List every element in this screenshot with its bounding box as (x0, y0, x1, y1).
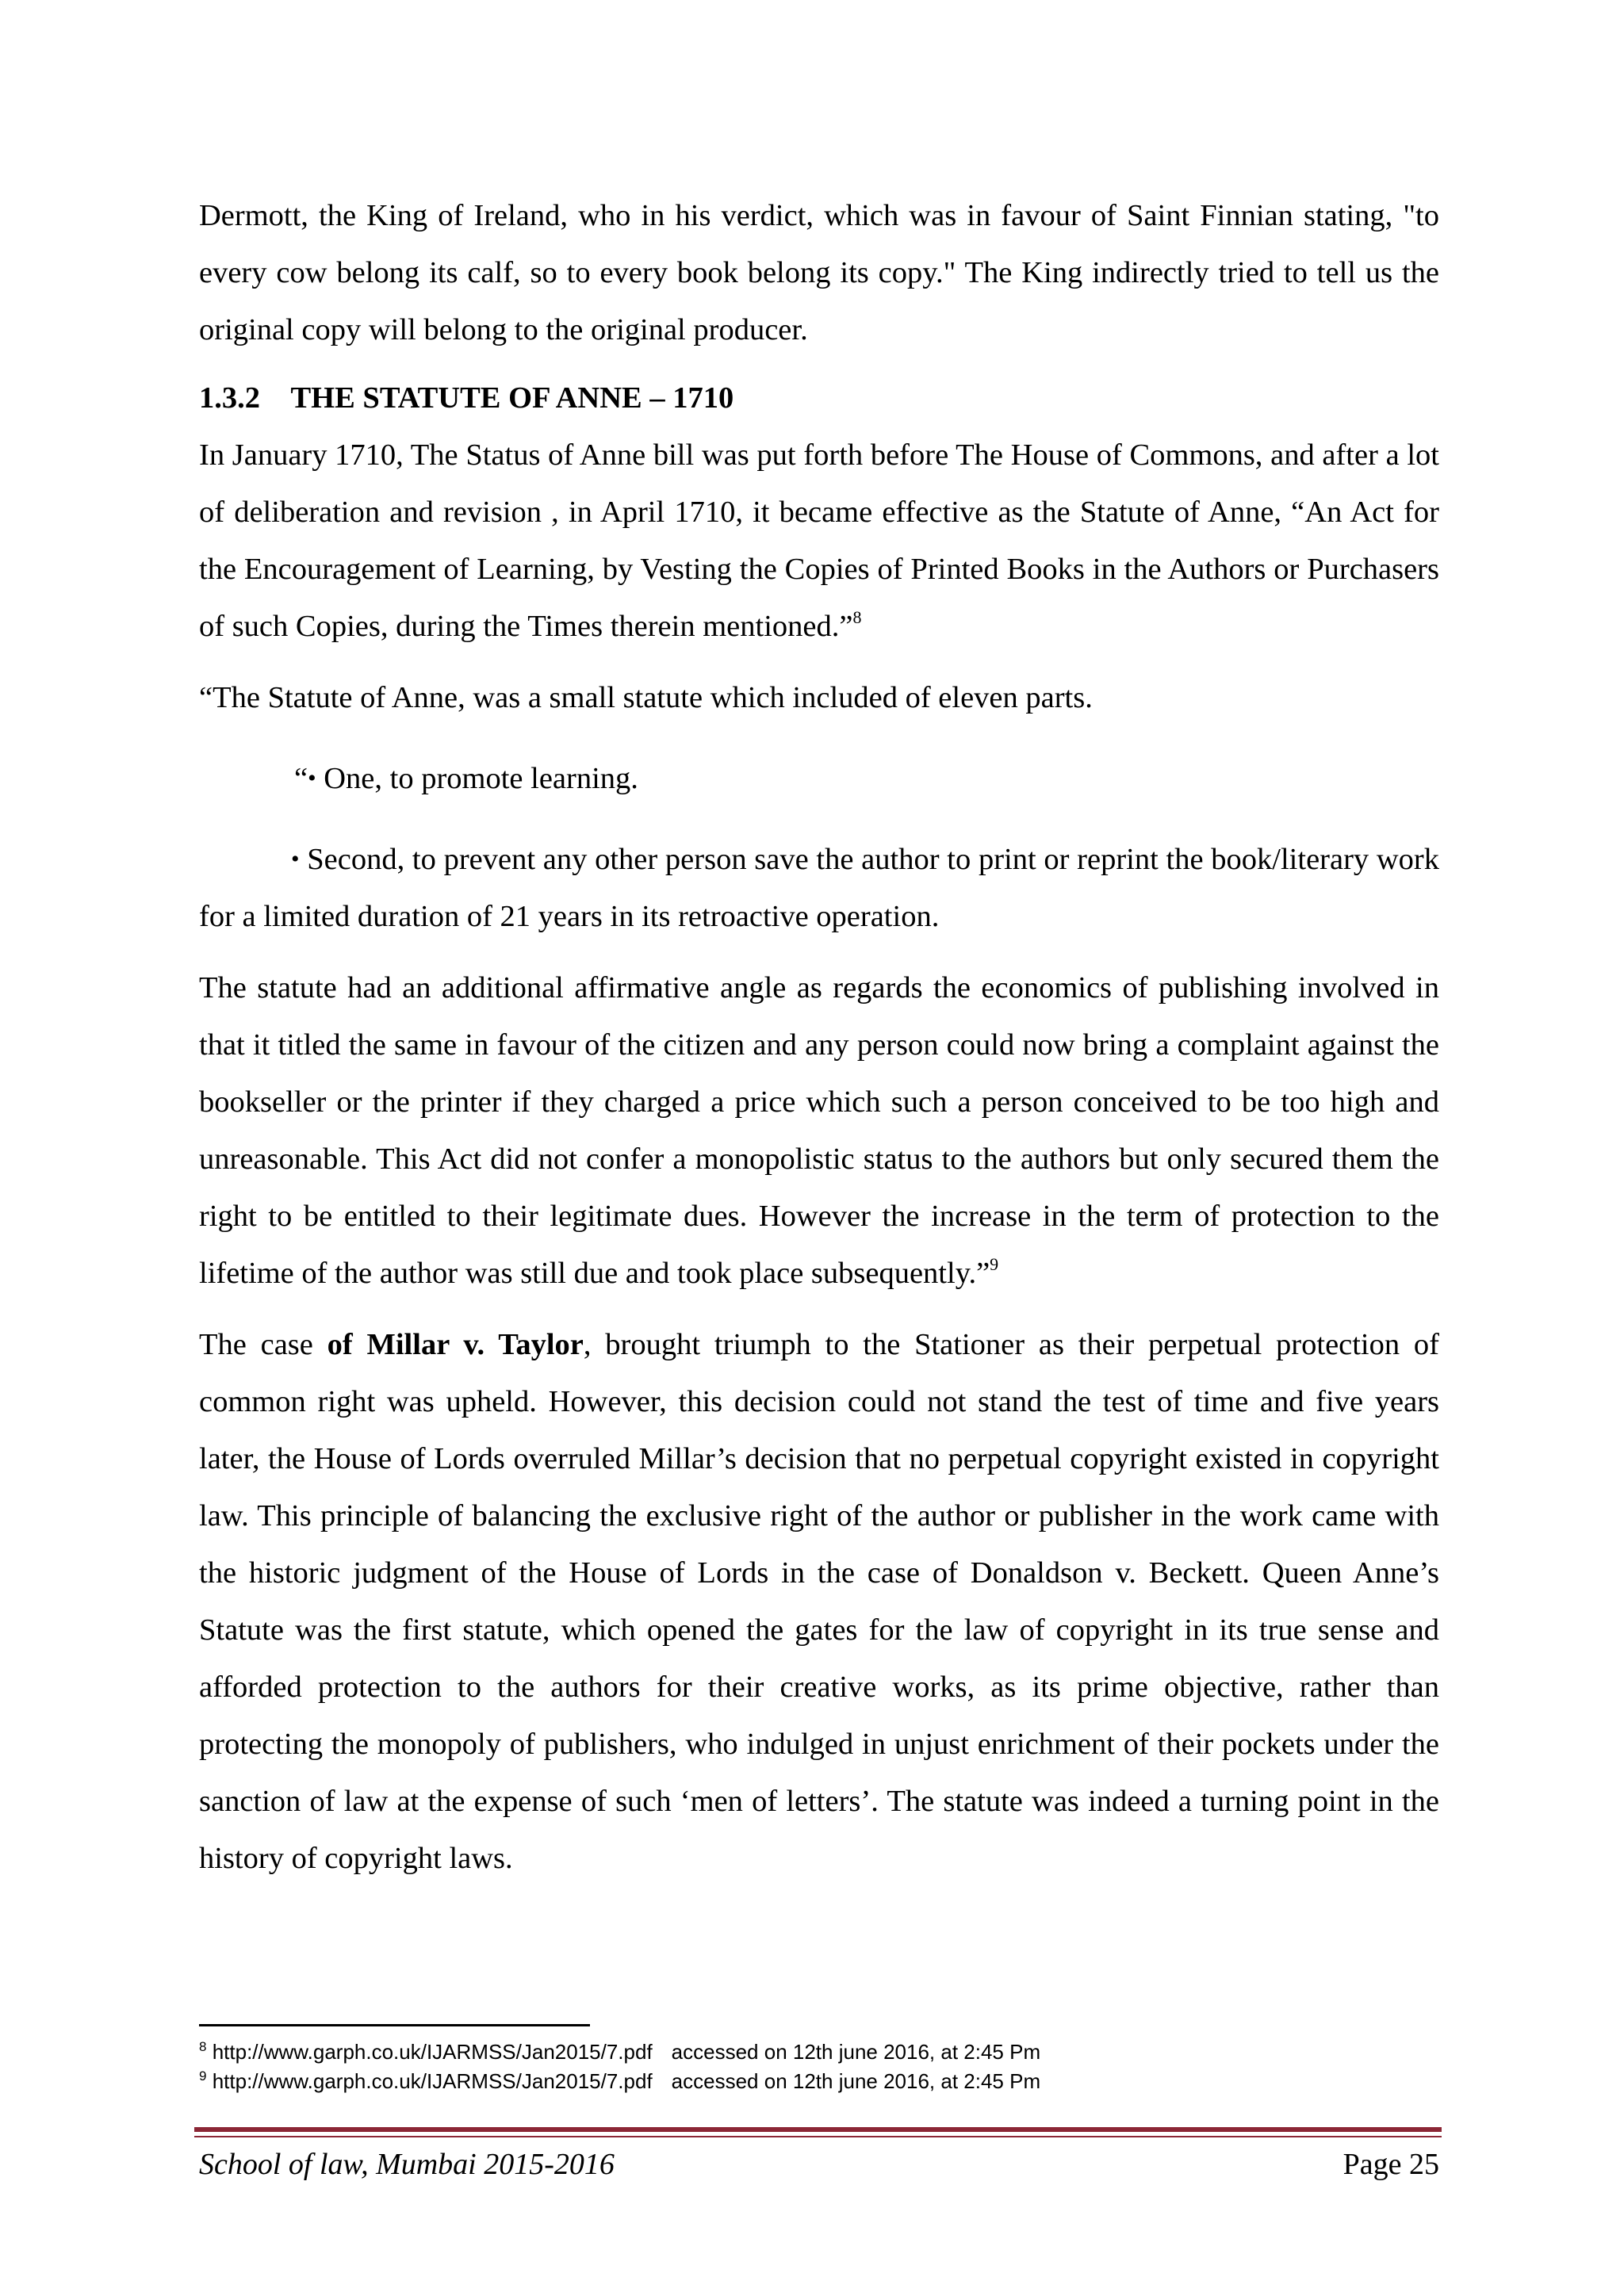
paragraph-millar-start: The case (199, 1328, 327, 1361)
bullet-item-second-text: Second, to prevent any other person save the author to print or reprint the book/literary work for a limited duration of 21 years in its retroactive operation. (199, 843, 1439, 933)
footnote-number: 9 (199, 2068, 207, 2084)
bullet-icon: • (291, 846, 300, 872)
paragraph-statute-affirmative-text: The statute had an additional affirmative angle as regards the economics of publishing involved in that it titled the same in favour of the citizen and any person could now bring a complaint against the bookseller or the printer if they charged a price which such a person conceived to be too high and unreasonable. This Act did not confer a monopolistic status to the authors but only secured them the right to be entitled to their legitimate dues. However the increase in the term of protection to the lifetime of the author was still due and took place subsequently.” (199, 971, 1439, 1290)
paragraph-millar-rest: , brought triumph to the Stationer as their perpetual protection of common right was upheld. However, this decision could not stand the test of time and five years later, the House of Lords overruled Millar’s decision that no perpetual copyright existed in copyright law. This principle of balancing the exclusive right of the author or publisher in the work came with the historic judgment of the House of Lords in the case of Donaldson v. Beckett. Queen Anne’s Statute was the first statute, which opened the gates for the law of copyright in its true sense and afforded protection to the authors for their creative works, as its prime objective, rather than protecting the monopoly of publishers, who indulged in unjust enrichment of their pockets under the sanction of law at the expense of such ‘men of letters’. The statute was indeed a turning point in the history of copyright laws. (199, 1328, 1439, 1875)
case-name-bold: of Millar v. Taylor (327, 1328, 584, 1361)
footnote-access-note: accessed on 12th june 2016, at 2:45 Pm (671, 2040, 1041, 2064)
bullet-quote-mark: “ (294, 762, 308, 795)
footnote-9 (199, 2067, 1439, 2096)
footer-school-label: School of law, Mumbai 2015-2016 (199, 2148, 615, 2181)
footnote-url[interactable]: http://www.garph.co.uk/IJARMSS/Jan2015/7.pdf (212, 2040, 653, 2064)
footnotes (199, 2038, 1439, 2096)
footnote-url[interactable]: http://www.garph.co.uk/IJARMSS/Jan2015/7.pdf (212, 2069, 653, 2093)
paragraph-statute-affirmative (199, 959, 1439, 1302)
paragraph-january-1710 (199, 427, 1439, 655)
paragraph-statute-intro: “The Statute of Anne, was a small statute which included of eleven parts. (199, 681, 1093, 714)
body-text (199, 187, 1439, 1887)
section-heading: 1.3.2 THE STATUTE OF ANNE – 1710 (199, 381, 734, 415)
footnote-access-note: accessed on 12th june 2016, at 2:45 Pm (671, 2069, 1041, 2093)
footnote-ref-9: 9 (990, 1254, 999, 1274)
page-footer (199, 2141, 1439, 2188)
footnote-separator (199, 2024, 590, 2026)
paragraph-millar-taylor (199, 1316, 1439, 1887)
paragraph-dermott: Dermott, the King of Ireland, who in his verdict, which was in favour of Saint Finnian stating, "to every cow belong its calf, so to every book belong its copy." The King indirectly tried to tell us the original copy will belong to the original producer. (199, 199, 1439, 346)
footer-rule-thin (194, 2136, 1442, 2137)
footnote-ref-8: 8 (852, 607, 862, 627)
footer-rule-thick (194, 2127, 1442, 2132)
bullet-icon: • (308, 765, 316, 791)
paragraph-january-1710-text: In January 1710, The Status of Anne bill was put forth before The House of Commons, and after a lot of deliberation and revision , in April 1710, it became effective as the Statute of Anne, “An Act for the Encouragement of Learning, by Vesting the Copies of Printed Books in the Authors or Purchasers of such Copies, during the Times therein mentioned.” (199, 438, 1439, 643)
footnote-number: 8 (199, 2039, 207, 2054)
bullet-item-one (199, 750, 1439, 807)
footnote-8 (199, 2038, 1439, 2067)
page-number: Page 25 (1342, 2148, 1439, 2181)
bullet-item-one-text: One, to promote learning. (316, 762, 638, 795)
bullet-item-second (199, 831, 1439, 945)
